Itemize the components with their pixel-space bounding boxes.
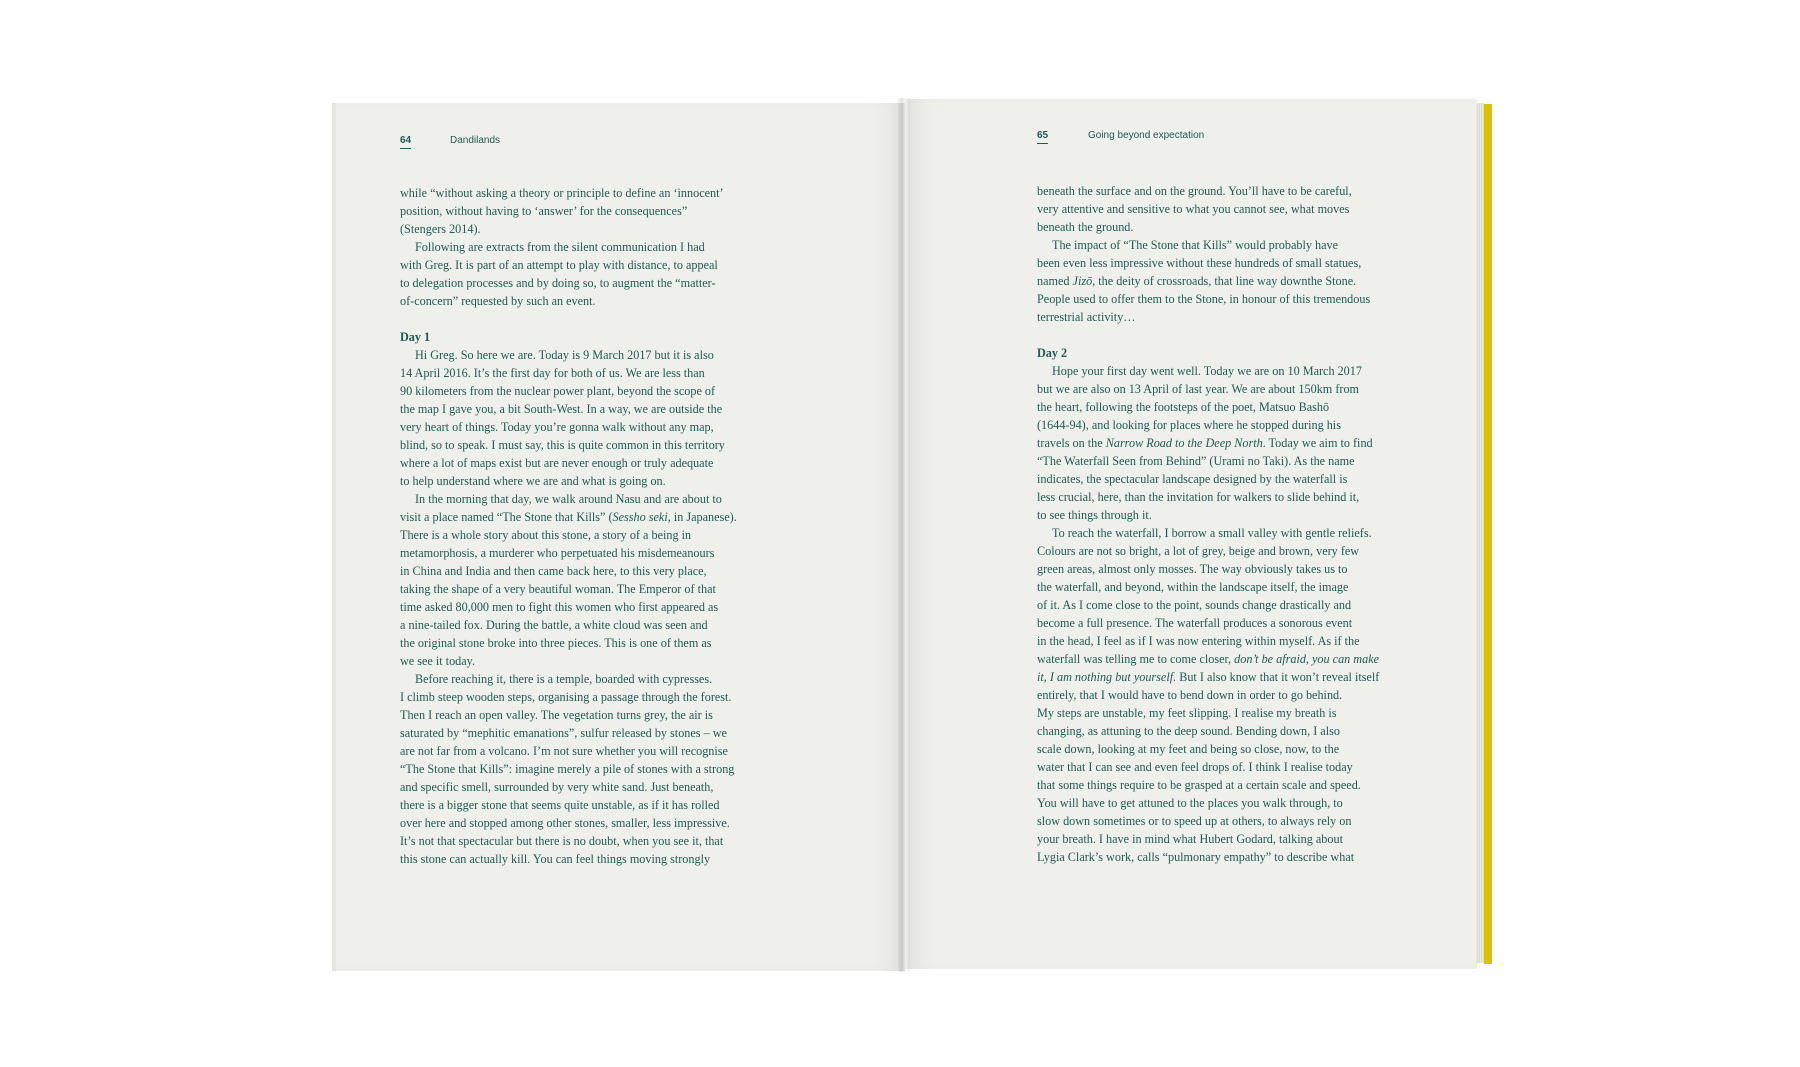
text-line: the waterfall, and beyond, within the landscape itself, the image (1037, 580, 1349, 594)
section-heading: Day 2 (1037, 346, 1068, 360)
text-line: Hi Greg. So here we are. Today is 9 March 2017 but it is also (415, 348, 714, 362)
text-line: the map I gave you, a bit South-West. In a way, we are outside the (400, 402, 723, 416)
text-line: To reach the waterfall, I borrow a small valley with gentle reliefs. (1052, 526, 1372, 540)
yellow-cover-edge (1484, 104, 1492, 964)
text-line: in the head, I feel as if I was now entering within myself. As if the (1037, 634, 1360, 648)
text-line: 90 kilometers from the nuclear power plant, beyond the scope of (400, 384, 716, 398)
text-line: “The Stone that Kills”: imagine merely a pile of stones with a strong (400, 762, 735, 776)
text-line: to delegation processes and by doing so, to augment the “matter- (400, 276, 716, 290)
text-line: in China and India and then came back here, to this very place, (400, 564, 707, 578)
text-line: saturated by “mephitic emanations”, sulfur released by stones – we (400, 726, 727, 740)
text-line: In the morning that day, we walk around Nasu and are about to (415, 492, 722, 506)
text-line: been even less impressive without these hundreds of small statues, (1037, 256, 1362, 270)
text-line: less crucial, here, than the invitation for walkers to slide behind it, (1037, 490, 1360, 504)
text-line: of it. As I come close to the point, sounds change drastically and (1037, 598, 1352, 612)
text-line: with Greg. It is part of an attempt to play with distance, to appeal (400, 258, 718, 272)
text-line: time asked 80,000 men to fight this women who first appeared as (400, 600, 719, 614)
text-line: “The Waterfall Seen from Behind” (Urami no Taki). As the name (1037, 454, 1355, 468)
text-line: metamorphosis, a murderer who perpetuated his misdemeanours (400, 546, 715, 560)
text-line: waterfall was telling me to come closer, don’t be afraid, you can make (1037, 652, 1380, 666)
text-line: There is a whole story about this stone, a story of a being in (400, 528, 692, 542)
text-line: it, I am nothing but yourself. But I also know that it won’t reveal itself (1037, 670, 1380, 684)
text-line: (Stengers 2014). (400, 222, 481, 236)
text-line: Following are extracts from the silent communication I had (415, 240, 705, 254)
text-line: Before reaching it, there is a temple, boarded with cypresses. (415, 672, 713, 686)
text-line: that some things require to be grasped at a certain scale and speed. (1037, 778, 1361, 792)
text-line: very attentive and sensitive to what you cannot see, what moves (1037, 202, 1350, 216)
right-running-title: Going beyond expectation (1088, 130, 1205, 141)
text-line: of-concern” requested by such an event. (400, 294, 596, 308)
text-line: changing, as attuning to the deep sound. Bending down, I also (1037, 724, 1340, 738)
text-line: where a lot of maps exist but are never enough or truly adequate (400, 456, 714, 470)
right-page-number: 65 (1037, 130, 1048, 141)
right-body-text (1037, 182, 1379, 866)
text-line: green areas, almost only mosses. The way obviously takes us to (1037, 562, 1348, 576)
text-line: while “without asking a theory or principle to define an ‘innocent’ (400, 186, 724, 200)
left-body-text (400, 184, 737, 868)
page-edges (1476, 103, 1484, 963)
left-page-number: 64 (400, 135, 411, 146)
text-line: position, without having to ‘answer’ for the consequences” (400, 204, 688, 218)
text-line: Lygia Clark’s work, calls “pulmonary empathy” to describe what (1037, 850, 1355, 864)
text-line: Colours are not so bright, a lot of grey, beige and brown, very few (1037, 544, 1360, 558)
text-line: water that I can see and even feel drops of. I think I realise today (1037, 760, 1353, 774)
left-running-title: Dandilands (450, 135, 501, 146)
text-line: named Jizō, the deity of crossroads, that line way downthe Stone. (1037, 274, 1357, 288)
text-line: very heart of things. Today you’re gonna walk without any map, (400, 420, 714, 434)
text-line: your breath. I have in mind what Hubert Godard, talking about (1037, 832, 1343, 846)
text-line: become a full presence. The waterfall produces a sonorous event (1037, 616, 1353, 630)
text-line: to help understand where we are and what is going on. (400, 474, 666, 488)
text-line: Hope your first day went well. Today we are on 10 March 2017 (1052, 364, 1362, 378)
text-line: The impact of “The Stone that Kills” would probably have (1052, 238, 1338, 252)
text-line: (1644-94), and looking for places where he stopped during his (1037, 418, 1341, 432)
text-line: to see things through it. (1037, 508, 1152, 522)
text-line: a nine-tailed fox. During the battle, a white cloud was seen and (400, 618, 708, 632)
text-line: are not far from a volcano. I’m not sure whether you will recognise (400, 744, 728, 758)
text-line: this stone can actually kill. You can feel things moving strongly (400, 852, 711, 866)
text-line: You will have to get attuned to the places you walk through, to (1037, 796, 1343, 810)
text-line: Then I reach an open valley. The vegetation turns grey, the air is (400, 708, 713, 722)
text-line: 14 April 2016. It’s the first day for both of us. We are less than (400, 366, 705, 380)
text-line: entirely, that I would have to bend down in order to go behind. (1037, 688, 1343, 702)
text-line: and specific smell, surrounded by very white sand. Just beneath, (400, 780, 714, 794)
book-gutter (898, 98, 910, 972)
text-line: It’s not that spectacular but there is no doubt, when you see it, that (400, 834, 724, 848)
text-line: blind, so to speak. I must say, this is quite common in this territory (400, 438, 725, 452)
text-line: beneath the ground. (1037, 220, 1134, 234)
text-line: but we are also on 13 April of last year. We are about 150km from (1037, 382, 1360, 396)
text-line: over here and stopped among other stones, smaller, less impressive. (400, 816, 730, 830)
text-line: I climb steep wooden steps, organising a passage through the forest. (400, 690, 732, 704)
text-line: visit a place named “The Stone that Kills” (Sessho seki, in Japanese). (400, 510, 737, 524)
text-line: taking the shape of a very beautiful woman. The Emperor of that (400, 582, 716, 596)
text-line: terrestrial activity… (1037, 310, 1136, 324)
text-line: slow down sometimes or to speed up at others, to always rely on (1037, 814, 1352, 828)
text-line: People used to offer them to the Stone, in honour of this tremendous (1037, 292, 1371, 306)
text-line: indicates, the spectacular landscape designed by the waterfall is (1037, 472, 1348, 486)
text-line: there is a bigger stone that seems quite unstable, as if it has rolled (400, 798, 720, 812)
text-line: the original stone broke into three pieces. This is one of them as (400, 636, 712, 650)
text-line: we see it today. (400, 654, 476, 668)
text-line: beneath the surface and on the ground. You’ll have to be careful, (1037, 184, 1352, 198)
section-heading: Day 1 (400, 330, 431, 344)
text-line: travels on the Narrow Road to the Deep North. Today we aim to find (1037, 436, 1373, 450)
text-line: the heart, following the footsteps of the poet, Matsuo Bashō (1037, 400, 1330, 414)
text-line: scale down, looking at my feet and being so close, now, to the (1037, 742, 1340, 756)
text-line: My steps are unstable, my feet slipping. I realise my breath is (1037, 706, 1337, 720)
